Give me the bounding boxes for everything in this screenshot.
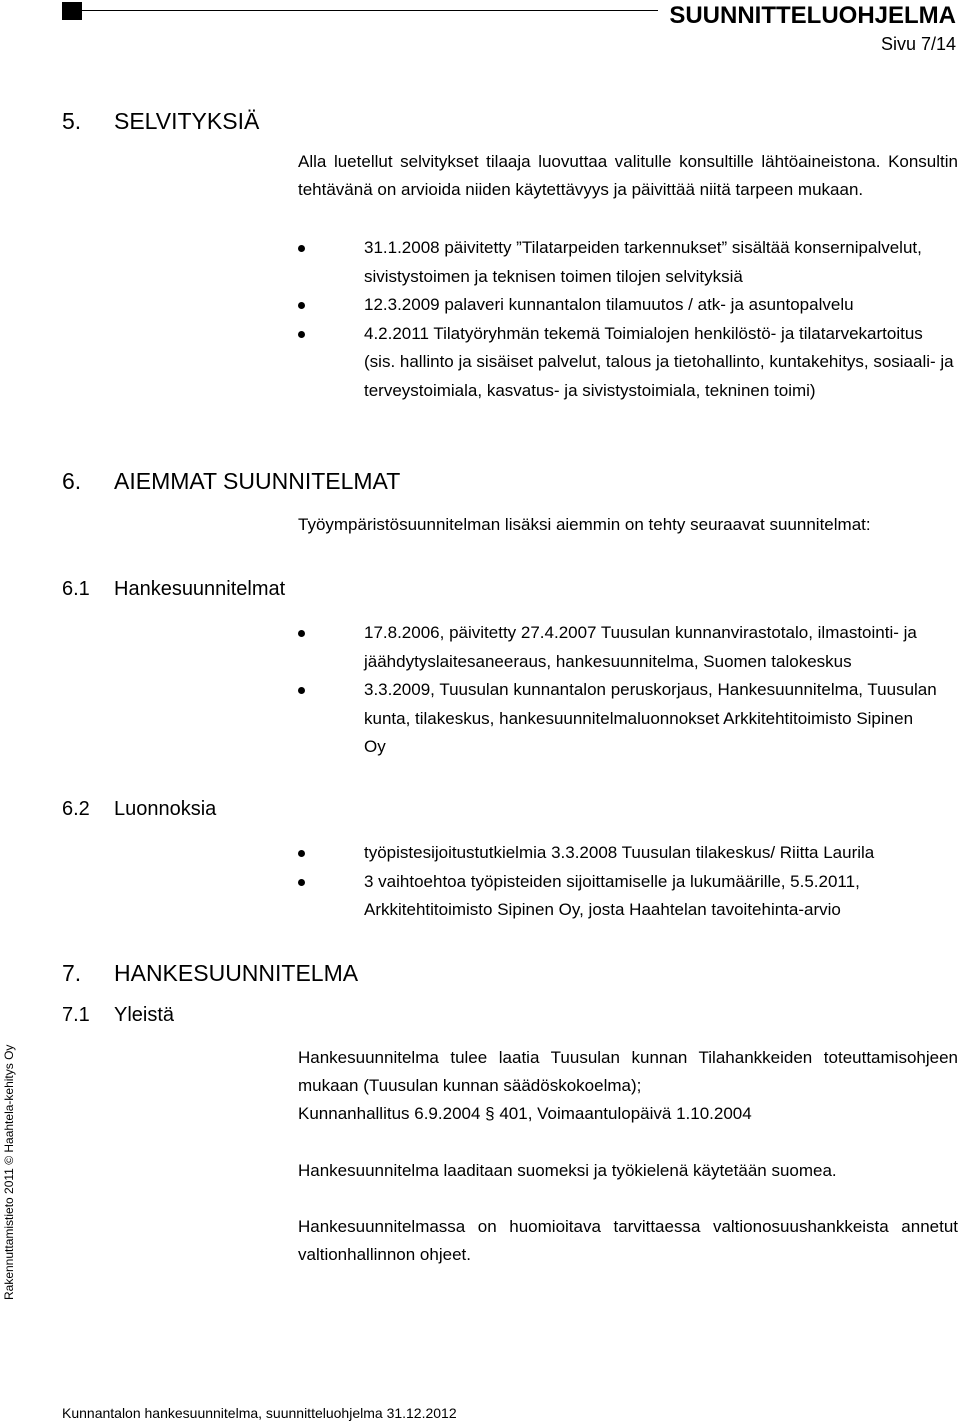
- section-7-1-paragraph-3: Hankesuunnitelmassa on huomioitava tarvittaessa valtionosuushankkeista annetut valtionhallinnon ohjeet.: [298, 1217, 958, 1264]
- section-7-1-paragraph-1: Hankesuunnitelma tulee laatia Tuusulan kunnan Tilahankkeiden toteuttamisohjeen mukaan (Tuusulan kunnan säädöskokoelma); Kunnanhallitus 6.9.2004 § 401, Voimaantulopäivä 1.10.2004: [298, 1048, 958, 1123]
- section-number: 6.1: [62, 578, 90, 600]
- section-title: Hankesuunnitelmat: [114, 578, 286, 600]
- bullet-icon: [298, 302, 305, 309]
- document-title: SUUNNITTELUOHJELMA: [669, 2, 956, 29]
- section-title: Yleistä: [114, 1004, 175, 1026]
- section-title: Luonnoksia: [114, 798, 217, 820]
- section-number: 6.2: [62, 798, 90, 820]
- list-item: 31.1.2008 päivitetty ”Tilatarpeiden tarkennukset” sisältää konsernipalvelut, sivistystoimen ja teknisen toimen tilojen selvityksiä: [298, 234, 958, 291]
- section-6-heading: [62, 468, 400, 495]
- header-marker: [62, 2, 82, 20]
- list-item: 12.3.2009 palaveri kunnantalon tilamuutos / atk- ja asuntopalvelu: [298, 291, 958, 320]
- list-item: 4.2.2011 Tilatyöryhmän tekemä Toimialojen henkilöstö- ja tilatarvekartoitus (sis. hallinto ja sisäiset palvelut, talous ja tietohallinto, kuntakehitys, sosiaali- ja terveystoimiala, kasvatus- ja sivistystoimiala, tekninen toimi): [298, 320, 958, 406]
- bullet-icon: [298, 850, 305, 857]
- section-title: HANKESUUNNITELMA: [114, 960, 359, 986]
- list-item: 3.3.2009, Tuusulan kunnantalon peruskorjaus, Hankesuunnitelma, Tuusulan kunta, tilakeskus, hankesuunnitelmaluonnokset Arkkitehtitoimisto Sipinen Oy: [298, 676, 938, 762]
- section-7-heading: [62, 960, 358, 987]
- bullet-icon: [298, 879, 305, 886]
- section-title: SELVITYKSIÄ: [114, 108, 260, 134]
- section-6-2-heading: [62, 798, 216, 821]
- page-number: Sivu 7/14: [880, 34, 956, 54]
- section-7-1-heading: [62, 1004, 174, 1027]
- section-title: AIEMMAT SUUNNITELMAT: [114, 468, 401, 494]
- section-7-1-paragraph-2: Hankesuunnitelma laaditaan suomeksi ja työkielenä käytetään suomea.: [298, 1161, 837, 1180]
- section-number: 6.: [62, 468, 82, 494]
- section-5-list: [298, 234, 958, 405]
- section-6-1-list: [298, 619, 938, 762]
- list-item: työpistesijoitustutkielmia 3.3.2008 Tuusulan tilakeskus/ Riitta Laurila: [298, 839, 938, 868]
- section-6-2-list: [298, 839, 938, 925]
- bullet-icon: [298, 630, 305, 637]
- bullet-icon: [298, 245, 305, 252]
- section-5-heading: [62, 108, 259, 135]
- header-rule: [82, 10, 658, 11]
- section-6-1-heading: [62, 578, 285, 601]
- list-item: 3 vaihtoehtoa työpisteiden sijoittamiselle ja lukumäärille, 5.5.2011, Arkkitehtitoimisto Sipinen Oy, josta Haahtelan tavoitehinta-arvio: [298, 868, 938, 925]
- section-number: 7.: [62, 960, 82, 986]
- page-footer: Kunnantalon hankesuunnitelma, suunnitteluohjelma 31.12.2012: [62, 1405, 457, 1421]
- bullet-icon: [298, 687, 305, 694]
- list-item: 17.8.2006, päivitetty 27.4.2007 Tuusulan kunnanvirastotalo, ilmastointi- ja jäähdytyslaitesaneeraus, hankesuunnitelma, Suomen talokeskus: [298, 619, 938, 676]
- bullet-icon: [298, 331, 305, 338]
- section-number: 7.1: [62, 1004, 90, 1026]
- section-number: 5.: [62, 108, 82, 134]
- section-6-intro: Työympäristösuunnitelman lisäksi aiemmin on tehty seuraavat suunnitelmat:: [298, 515, 871, 534]
- section-5-intro: Alla luetellut selvitykset tilaaja luovuttaa valitulle konsultille lähtöaineistona. Konsultin tehtävänä on arvioida niiden käytettävyys ja päivittää niitä tarpeen mukaan.: [298, 152, 958, 199]
